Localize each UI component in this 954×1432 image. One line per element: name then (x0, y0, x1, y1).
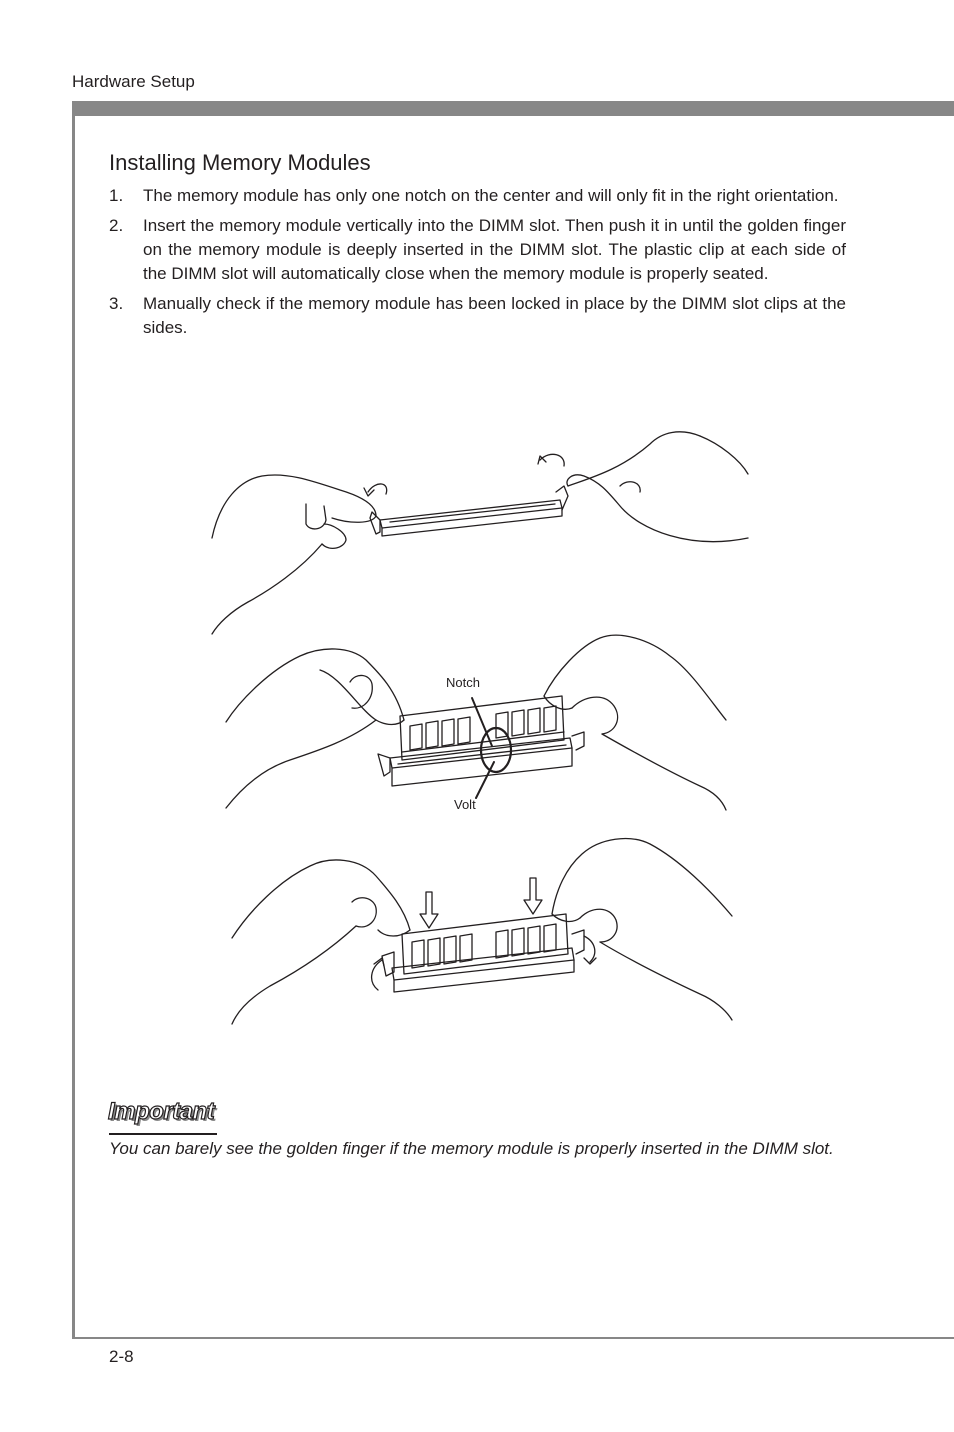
step-number: 1. (109, 186, 124, 205)
step-item (109, 214, 846, 286)
memory-install-illustration (200, 420, 760, 1040)
left-border (72, 101, 75, 1339)
important-note: You can barely see the golden finger if the memory module is properly inserted in the DIMM slot. (109, 1139, 834, 1158)
insert-module-panel (232, 839, 732, 1024)
step-number: 3. (109, 294, 124, 313)
step-text: Insert the memory module vertically into the DIMM slot. Then push it in until the golden finger on the memory module is deeply inserted in the DIMM slot. The plastic clip at each side of the DIMM slot will automatically close when the memory module is properly seated. (143, 216, 846, 283)
page-title: Installing Memory Modules (109, 150, 371, 175)
important-underline (109, 1133, 217, 1135)
important-heading: Important (108, 1098, 215, 1125)
page-number: 2-8 (109, 1347, 134, 1366)
steps-list (109, 184, 846, 346)
volt-label: Volt (454, 797, 476, 812)
section-header: Hardware Setup (72, 72, 195, 91)
step-item (109, 292, 846, 340)
step-text: Manually check if the memory module has been locked in place by the DIMM slot clips at the sides. (143, 294, 846, 337)
step-text: The memory module has only one notch on the center and will only fit in the right orientation. (143, 186, 839, 205)
step-item (109, 184, 846, 208)
align-module-panel (226, 635, 726, 810)
step-number: 2. (109, 216, 124, 235)
notch-label: Notch (446, 675, 480, 690)
bottom-border (72, 1337, 954, 1339)
header-bar (72, 101, 954, 116)
open-slot-panel (212, 432, 748, 634)
